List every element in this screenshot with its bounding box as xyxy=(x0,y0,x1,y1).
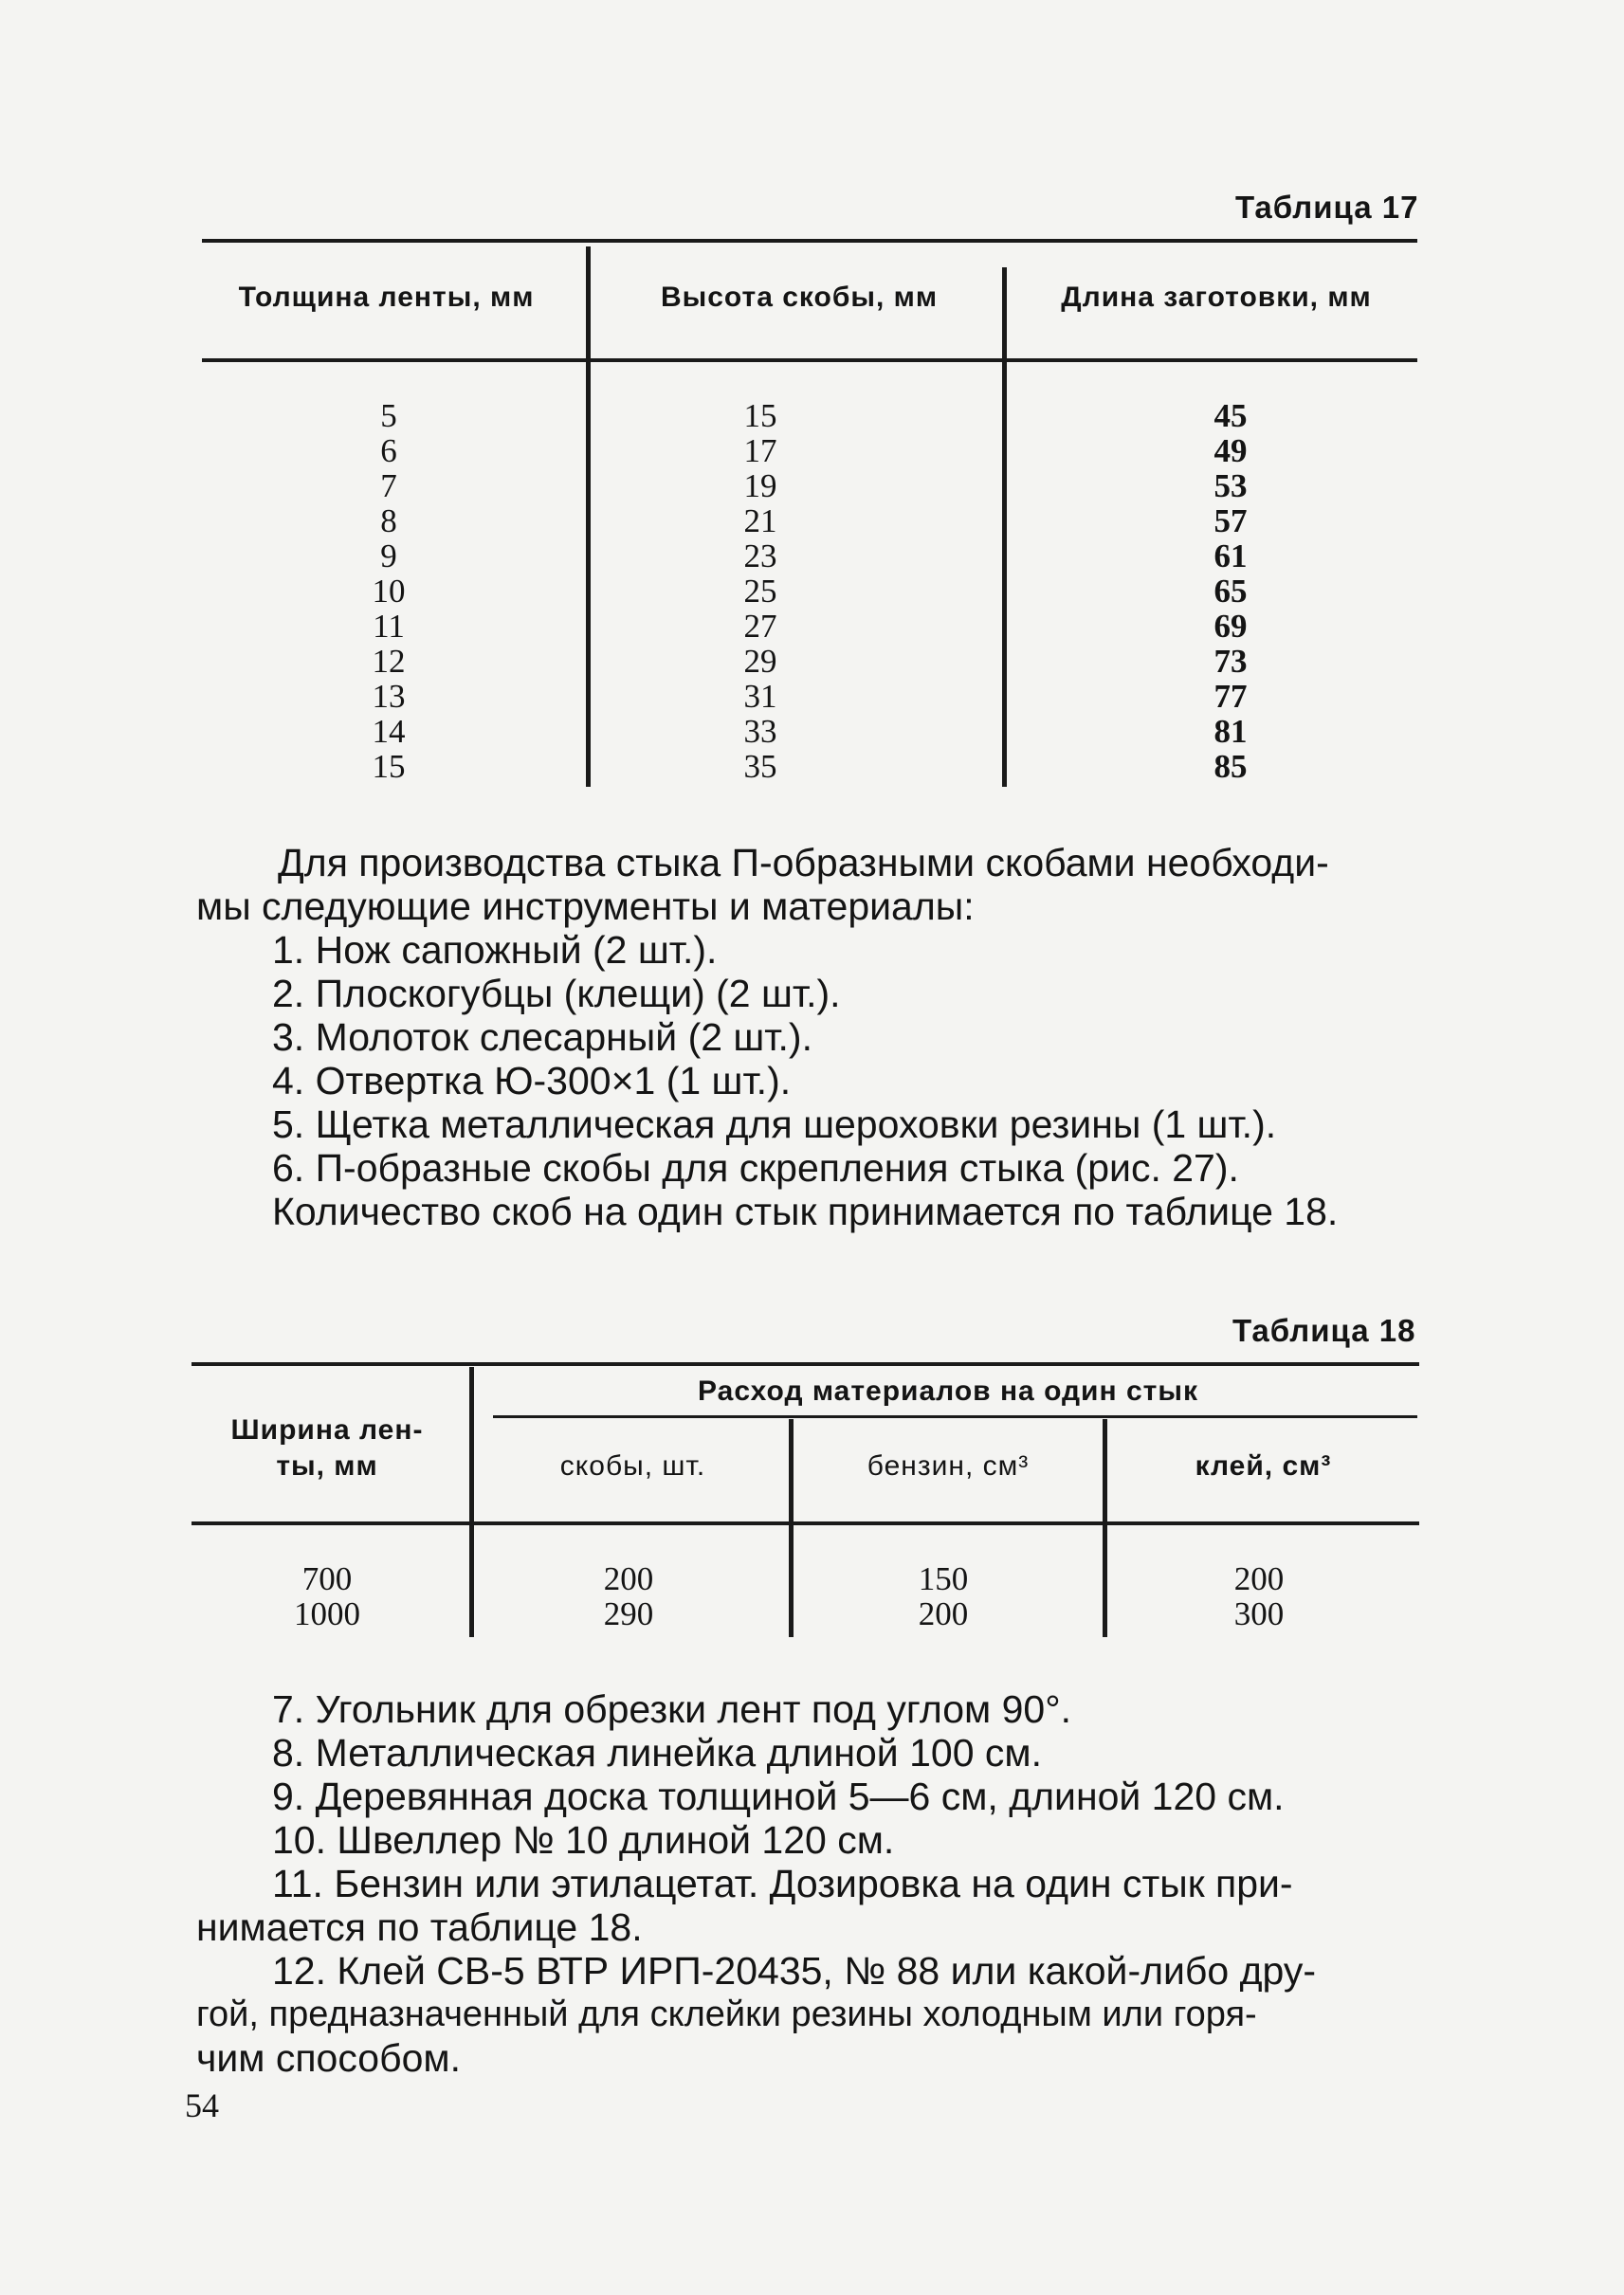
list-item: 3. Молоток слесарный (2 шт.). xyxy=(272,1015,812,1059)
table-cell-length: 73 xyxy=(1213,643,1248,680)
table-cell-length: 57 xyxy=(1213,502,1248,539)
table-cell-height: 25 xyxy=(743,573,777,610)
table-cell-thickness: 7 xyxy=(380,467,397,504)
table-17-divider-2 xyxy=(1002,267,1007,787)
table-17-column-height xyxy=(722,398,798,784)
table-17-top-rule xyxy=(202,239,1417,243)
table-18-top-rule xyxy=(192,1362,1419,1366)
table-cell-staples: 200 xyxy=(603,1560,654,1597)
table-cell-height: 23 xyxy=(743,537,777,574)
table-cell-height: 15 xyxy=(743,397,777,434)
table-cell-thickness: 6 xyxy=(380,432,397,469)
list-item: 2. Плоскогубцы (клещи) (2 шт.). xyxy=(272,972,841,1015)
table-cell-petrol: 150 xyxy=(918,1560,969,1597)
list-item: 12. Клей СВ-5 ВТР ИРП-20435, № 88 или какой-либо дру- xyxy=(272,1949,1317,1993)
header-line: Ширина лен- xyxy=(230,1414,424,1446)
instruments-paragraph xyxy=(196,841,1429,1233)
table-18-header-rule xyxy=(192,1521,1419,1525)
table-cell-height: 35 xyxy=(743,748,777,785)
paragraph-line: Для производства стыка П-образными скобами необходи- xyxy=(278,841,1329,884)
table-18-divider-2 xyxy=(789,1419,794,1637)
table-18-header-width xyxy=(190,1412,465,1484)
list-item: 6. П-образные скобы для скрепления стыка (рис. 27). xyxy=(272,1146,1239,1190)
table-17-header-rule xyxy=(202,358,1417,362)
table-cell-length: 65 xyxy=(1213,573,1248,610)
table-cell-length: 61 xyxy=(1213,537,1248,574)
table-18-column-width xyxy=(280,1561,374,1631)
table-17-header-length: Длина заготовки, мм xyxy=(1061,282,1372,313)
table-18-column-staples xyxy=(581,1561,676,1631)
list-item: 10. Швеллер № 10 длиной 120 см. xyxy=(272,1818,895,1862)
list-item: 8. Металлическая линейка длиной 100 см. xyxy=(272,1731,1042,1775)
list-item: 5. Щетка металлическая для шероховки резины (1 шт.). xyxy=(272,1102,1277,1146)
table-cell-thickness: 15 xyxy=(372,748,406,785)
table-cell-thickness: 10 xyxy=(372,573,406,610)
table-cell-thickness: 13 xyxy=(372,678,406,715)
table-18-caption: Таблица 18 xyxy=(1232,1313,1416,1348)
table-cell-thickness: 12 xyxy=(372,643,406,680)
table-cell-height: 31 xyxy=(743,678,777,715)
table-cell-thickness: 8 xyxy=(380,502,397,539)
table-18-divider-3 xyxy=(1103,1419,1107,1637)
table-cell-petrol: 200 xyxy=(918,1595,969,1632)
header-line: ты, мм xyxy=(276,1450,378,1482)
table-cell-length: 69 xyxy=(1213,608,1248,645)
list-item-continuation: нимается по таблице 18. xyxy=(196,1905,643,1949)
table-cell-height: 33 xyxy=(743,713,777,750)
table-17-divider-1 xyxy=(586,246,591,787)
table-18-group-rule xyxy=(493,1415,1417,1418)
table-18-column-petrol xyxy=(896,1561,991,1631)
table-18-header-group: Расход материалов на один стык xyxy=(698,1375,1198,1407)
table-cell-height: 17 xyxy=(743,432,777,469)
table-18-divider-1 xyxy=(469,1367,474,1637)
table-cell-length: 81 xyxy=(1213,713,1248,750)
materials-paragraph xyxy=(196,1687,1429,2080)
list-item: 9. Деревянная доска толщиной 5—6 см, длиной 120 см. xyxy=(272,1775,1285,1818)
table-cell-width: 700 xyxy=(301,1560,353,1597)
paragraph-line: мы следующие инструменты и материалы: xyxy=(196,884,975,928)
table-cell-height: 21 xyxy=(743,502,777,539)
table-cell-height: 19 xyxy=(743,467,777,504)
list-item: 11. Бензин или этилацетат. Дозировка на один стык при- xyxy=(272,1862,1293,1905)
list-item: 1. Нож сапожный (2 шт.). xyxy=(272,928,718,972)
table-17-column-thickness xyxy=(351,398,427,784)
table-18-column-glue xyxy=(1212,1561,1306,1631)
table-cell-thickness: 9 xyxy=(380,537,397,574)
table-cell-thickness: 11 xyxy=(373,608,405,645)
table-18-header-petrol: бензин, см³ xyxy=(867,1450,1030,1482)
table-cell-length: 49 xyxy=(1213,432,1248,469)
table-cell-height: 29 xyxy=(743,643,777,680)
table-17-header-thickness: Толщина ленты, мм xyxy=(238,282,535,313)
table-cell-length: 53 xyxy=(1213,467,1248,504)
table-18-header-staples: скобы, шт. xyxy=(559,1450,706,1482)
table-cell-length: 77 xyxy=(1213,678,1248,715)
table-cell-thickness: 14 xyxy=(372,713,406,750)
table-cell-thickness: 5 xyxy=(380,397,397,434)
table-17-header-height: Высота скобы, мм xyxy=(660,282,939,313)
list-item: 4. Отвертка Ю-300×1 (1 шт.). xyxy=(272,1059,792,1102)
list-item-continuation: чим способом. xyxy=(196,2036,461,2080)
table-cell-height: 27 xyxy=(743,608,777,645)
table-cell-length: 85 xyxy=(1213,748,1248,785)
page-number: 54 xyxy=(185,2086,219,2124)
list-item-continuation: гой, предназначенный для склейки резины холодным или горя- xyxy=(196,1994,1257,2034)
table-cell-glue: 200 xyxy=(1233,1560,1285,1597)
table-cell-staples: 290 xyxy=(603,1595,654,1632)
table-17-column-length xyxy=(1193,398,1268,784)
table-cell-glue: 300 xyxy=(1233,1595,1285,1632)
paragraph-line: Количество скоб на один стык принимается по таблице 18. xyxy=(272,1190,1339,1233)
table-18-header-glue: клей, см³ xyxy=(1195,1450,1332,1482)
table-17-caption: Таблица 17 xyxy=(1235,190,1419,225)
list-item: 7. Угольник для обрезки лент под углом 90°. xyxy=(272,1687,1072,1731)
table-cell-width: 1000 xyxy=(294,1595,360,1632)
table-cell-length: 45 xyxy=(1213,397,1248,434)
